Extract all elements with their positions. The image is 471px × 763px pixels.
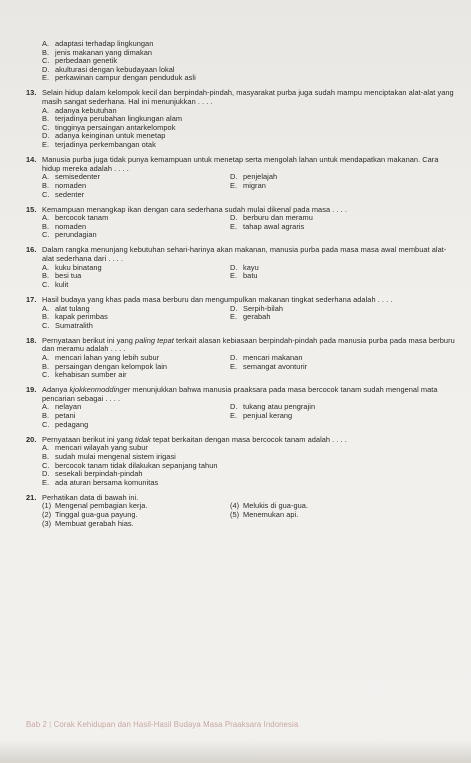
option-e: E. batu (230, 271, 258, 281)
option-b: B. persaingan dengan kelompok lain (42, 361, 168, 371)
option-e: E. perkawinan campur dengan penduduk asli (42, 73, 196, 83)
option-e: E. semangat avonturir (230, 361, 308, 371)
question-19 (26, 386, 456, 429)
option-a: A. adaptasi terhadap lingkungan (42, 39, 154, 48)
option-c: C. perbedaan genetik (42, 56, 118, 66)
option-e: E. gerabah (230, 312, 271, 322)
question-text: Dalam rangka menunjang kebutuhan sehari-harinya akan makanan, manusia purba pada masa masa awal membuat alat-alat sederhana dari . . . . (42, 245, 447, 264)
question-16 (26, 246, 456, 289)
question-21 (26, 494, 456, 528)
option-b: B. terjadinya perubahan lingkungan alam (42, 114, 183, 124)
question-17 (26, 296, 456, 330)
question-18 (26, 337, 456, 380)
option-e: E. penjual kerang (230, 411, 293, 421)
question-number: 15. (26, 204, 37, 214)
option-c: C. tingginya persaingan antarkelompok (42, 122, 176, 132)
option-a: A. mencari wilayah yang subur (42, 443, 148, 453)
option-b: B. sudah mulai mengenal sistem irigasi (42, 451, 176, 461)
option-b: B. nomaden (42, 180, 87, 190)
option-a: A. nelayan (42, 402, 82, 412)
question-number: 16. (26, 245, 37, 255)
option-d: D. akulturasi dengan kebudayaan lokal (42, 64, 175, 74)
footer-separator: | (49, 720, 52, 729)
option-c: C. perundagian (42, 230, 97, 240)
question-14 (26, 156, 456, 199)
option-c: C. kulit (42, 279, 69, 289)
question-number: 17. (26, 294, 37, 304)
question-number: 18. (26, 335, 37, 345)
option-a: A. bercocok tanam (42, 213, 109, 223)
question-number: 21. (26, 492, 37, 502)
option-d: D. Serpih-bilah (230, 303, 284, 313)
statement-2: (2) Tinggal gua-gua payung. (42, 510, 138, 519)
option-c: C. pedagang (42, 419, 89, 429)
option-d: D. mencari makanan (230, 353, 303, 362)
option-b: B. nomaden (42, 221, 87, 231)
option-d: D. tukang atau pengrajin (230, 402, 316, 412)
option-e: E. ada aturan bersama komunitas (42, 477, 159, 487)
option-a: A. adanya kebutuhan (42, 105, 117, 115)
question-number: 19. (26, 385, 37, 395)
option-e: E. terjadinya perkembangan otak (42, 140, 156, 150)
question-text: Manusia purba juga tidak punya kemampuan untuk menetap serta mengolah lahan untuk mendapatkan makanan. Cara hidup mereka adalah . . . . (42, 155, 439, 173)
statement-3: (3) Membuat gerabah hias. (42, 518, 134, 528)
question-20 (26, 436, 456, 488)
statement-5: (5) Menemukan api. (230, 510, 299, 519)
option-c: C. bercocok tanam tidak dilakukan sepanjang tahun (42, 460, 218, 470)
question-text: Selain hidup dalam kelompok kecil dan berpindah-pindah, masyarakat purba juga sudah mampu menciptakan alat-alat yang masih sangat sederhana. Hal ini menunjukkan . . . . (42, 88, 454, 107)
option-c: C. kehabisan sumber air (42, 370, 127, 380)
option-a: A. alat tulang (42, 303, 90, 313)
option-d: D. sesekali berpindah-pindah (42, 469, 143, 479)
question-text: Kemampuan menangkap ikan dengan cara sederhana sudah mulai dikenal pada masa . . . . (42, 204, 347, 214)
option-a: A. semisedenter (42, 172, 100, 182)
question-text: Hasil budaya yang khas pada masa berburu dan mengumpulkan makanan tingkat sederhana adalah . . . . (42, 294, 393, 304)
option-d: D. kayu (230, 262, 259, 272)
page-shadow (0, 739, 471, 763)
question-text: Pernyataan berikut ini yang paling tepat terkait alasan kebiasaan berpindah-pindah pada manusia purba pada masa berburu dan meramu adalah . . . . (42, 335, 455, 354)
option-d: D. adanya keinginan untuk menetap (42, 131, 166, 141)
option-e: E. tahap awal agraris (230, 221, 305, 231)
question-list (26, 40, 456, 528)
option-d: D. penjelajah (230, 172, 278, 182)
option-b: B. besi tua (42, 271, 82, 281)
question-text: Perhatikan data di bawah ini. (42, 492, 139, 502)
chapter-label: Bab 2 (26, 720, 47, 729)
chapter-title: Corak Kehidupan dan Hasil-Hasil Budaya Masa Praaksara Indonesia (53, 720, 299, 729)
option-c: C. Sumatralith (42, 320, 93, 330)
option-b: B. kapak perimbas (42, 312, 108, 322)
option-b: B. jenis makanan yang dimakan (42, 47, 153, 57)
option-a: A. kuku binatang (42, 262, 102, 272)
option-c: C. sedenter (42, 189, 85, 199)
page-footer (26, 720, 298, 729)
statement-4: (4) Melukis di gua-gua. (230, 501, 309, 511)
option-b: B. petani (42, 411, 76, 421)
option-e: E. migran (230, 180, 266, 190)
previous-question-options (42, 40, 456, 83)
question-13 (26, 89, 456, 149)
question-number: 14. (26, 155, 37, 165)
option-d: D. berburu dan meramu (230, 213, 313, 223)
question-number: 20. (26, 434, 37, 444)
question-15 (26, 206, 456, 240)
question-text: Pernyataan berikut ini yang tidak tepat berkaitan dengan masa bercocok tanam adalah . . . . (42, 434, 347, 444)
option-a: A. mencari lahan yang lebih subur (42, 353, 160, 362)
question-number: 13. (26, 88, 37, 98)
question-text: Adanya kjokkenmoddinger menunjukkan bahwa manusia praaksara pada masa bercocok tanam sudah mengenal mata pencarian sebagai . . . . (42, 385, 438, 403)
statement-1: (1) Mengenal pembagian kerja. (42, 501, 148, 511)
